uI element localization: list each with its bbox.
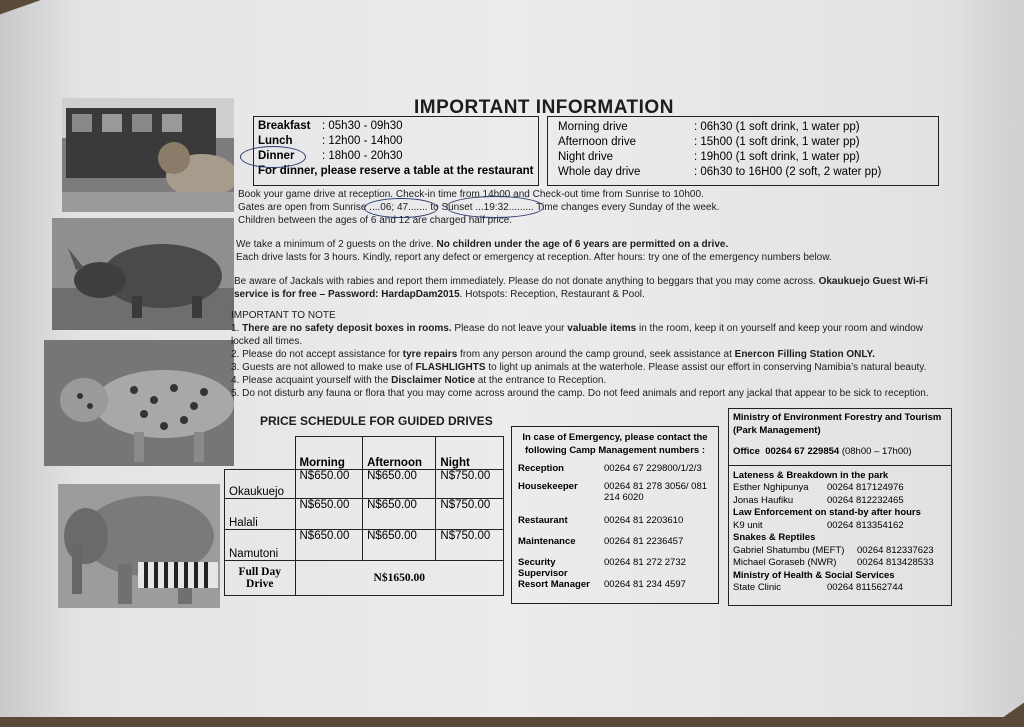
info-line: Gates are open from Sunrise ....06; 47....... to Sunset ...19:32......... Time changes every Sunday of the week. xyxy=(238,202,720,213)
emergency-heading: In case of Emergency, please contact the following Camp Management numbers : xyxy=(522,432,708,456)
contact-row: K9 unit 00264 813354162 xyxy=(733,519,904,531)
contact-row: Esther Nghipunya 00264 817124976 xyxy=(733,482,904,493)
ministry-contacts-box xyxy=(728,408,952,606)
general-info xyxy=(238,188,958,227)
meal-row: Breakfast : 05h30 - 09h30 xyxy=(258,120,403,132)
contact-row: Gabriel Shatumbu (MEFT) 00264 812337623 xyxy=(733,544,934,556)
leopard-photo xyxy=(44,340,234,466)
law-heading: Law Enforcement on stand-by after hours xyxy=(733,507,921,518)
ministry-heading: Ministry of Environment Forestry and Tourism (Park Management) xyxy=(733,412,942,436)
lateness-heading: Lateness & Breakdown in the park xyxy=(733,469,889,481)
drive-times-box xyxy=(547,116,939,186)
contact-row: Michael Goraseb (NWR) 00264 813428533 xyxy=(733,557,934,568)
note-item: 5. Do not disturb any fauna or flora that you may come across around the camp. Do not feed animals and report any jackal that appear to be sick to reception. xyxy=(231,388,929,399)
note-item: 2. Please do not accept assistance for tyre repairs from any person around the camp ground, seek assistance at Enercon Filling Station ONLY. xyxy=(231,349,875,360)
note-item: 1. There are no safety deposit boxes in rooms. Please do not leave your valuable items in the room, keep it on yourself and keep your room and window locked all times. xyxy=(231,323,924,347)
col-night: Night xyxy=(436,437,504,470)
contact-row: Security Supervisor 00264 81 272 2732 xyxy=(518,557,686,579)
meal-row: Lunch : 12h00 - 14h00 xyxy=(258,135,403,147)
contact-row: Reception 00264 67 229800/1/2/3 xyxy=(518,463,702,474)
drive-rule-line: We take a minimum of 2 guests on the drive. No children under the age of 6 years are permitted on a drive. xyxy=(236,239,729,250)
drive-row: Afternoon drive : 15h00 (1 soft drink, 1 water pp) xyxy=(558,136,860,148)
elephant-zebra-photo xyxy=(58,484,220,608)
rhino-photo xyxy=(52,218,234,330)
emergency-table xyxy=(518,463,714,597)
lion-safari-photo xyxy=(62,98,234,212)
info-line: Children between the ages of 6 and 12 are charged half price. xyxy=(238,215,513,226)
contact-row: Resort Manager 00264 81 234 4597 xyxy=(518,579,686,590)
snakes-heading: Snakes & Reptiles xyxy=(733,532,816,543)
emergency-contacts-box xyxy=(511,426,719,604)
drive-row: Morning drive : 06h30 (1 soft drink, 1 water pp) xyxy=(558,121,860,133)
dinner-circle-mark xyxy=(240,146,306,168)
office-row: Office 00264 67 229854 (08h00 – 17h00) xyxy=(729,446,951,466)
price-table xyxy=(224,436,504,596)
price-schedule-heading: PRICE SCHEDULE FOR GUIDED DRIVES xyxy=(260,414,493,428)
drive-row: Whole day drive : 06h30 to 16H00 (2 soft, 2 water pp) xyxy=(558,166,882,178)
price-row: Okaukuejo N$650.00 N$650.00 N$750.00 xyxy=(225,470,504,499)
contact-row: Restaurant 00264 81 2203610 xyxy=(518,515,684,526)
note-item: 4. Please acquaint yourself with the Disclaimer Notice at the entrance to Reception. xyxy=(231,375,607,386)
info-line: Book your game drive at reception. Check-in time from 14h00 and Check-out time from Sunrise to 10h00. xyxy=(238,189,704,200)
contact-row: Housekeeper 00264 81 278 3056/ 081 214 6020 xyxy=(518,481,708,503)
contact-row: State Clinic 00264 811562744 xyxy=(733,582,903,593)
health-heading: Ministry of Health & Social Services xyxy=(733,569,895,581)
price-row: Halali N$650.00 N$650.00 N$750.00 xyxy=(225,499,504,530)
sunrise-circle-mark xyxy=(364,198,438,218)
drive-rules xyxy=(236,238,956,264)
page-title: IMPORTANT INFORMATION xyxy=(414,97,674,118)
drive-row: Night drive : 19h00 (1 soft drink, 1 water pp) xyxy=(558,151,860,163)
col-afternoon: Afternoon xyxy=(363,437,436,470)
sunset-circle-mark xyxy=(446,196,544,218)
jackal-wifi-note: Be aware of Jackals with rabies and report them immediately. Please do not donate anything to beggars that you may come across. Okaukuejo Guest Wi-Fi service is for free – Password: HardapDam2015. Hotspots: Reception, Restaurant & Pool. xyxy=(234,276,928,300)
dinner-reservation-note: For dinner, please reserve a table at the restaurant xyxy=(258,165,534,177)
note-item: 3. Guests are not allowed to make use of FLASHLIGHTS to light up animals at the waterhole. Please assist our effort in conserving Namibia’s natural beauty. xyxy=(231,362,927,373)
full-day-row: Full Day Drive N$1650.00 xyxy=(225,561,504,596)
contact-row: Jonas Haufiku 00264 812232465 xyxy=(733,494,904,506)
contact-row: Maintenance 00264 81 2236457 xyxy=(518,536,684,547)
col-morning: Morning xyxy=(295,437,363,470)
notes-heading: IMPORTANT TO NOTE xyxy=(231,310,336,321)
meal-row: Dinner : 18h00 - 20h30 xyxy=(258,150,403,162)
price-header-row xyxy=(225,437,504,470)
important-notes xyxy=(231,309,951,400)
price-row: Namutoni N$650.00 N$650.00 N$750.00 xyxy=(225,530,504,561)
drive-rule-line: Each drive lasts for 3 hours. Kindly, report any defect or emergency at reception. After hours: try one of the emergency numbers below. xyxy=(236,252,832,263)
